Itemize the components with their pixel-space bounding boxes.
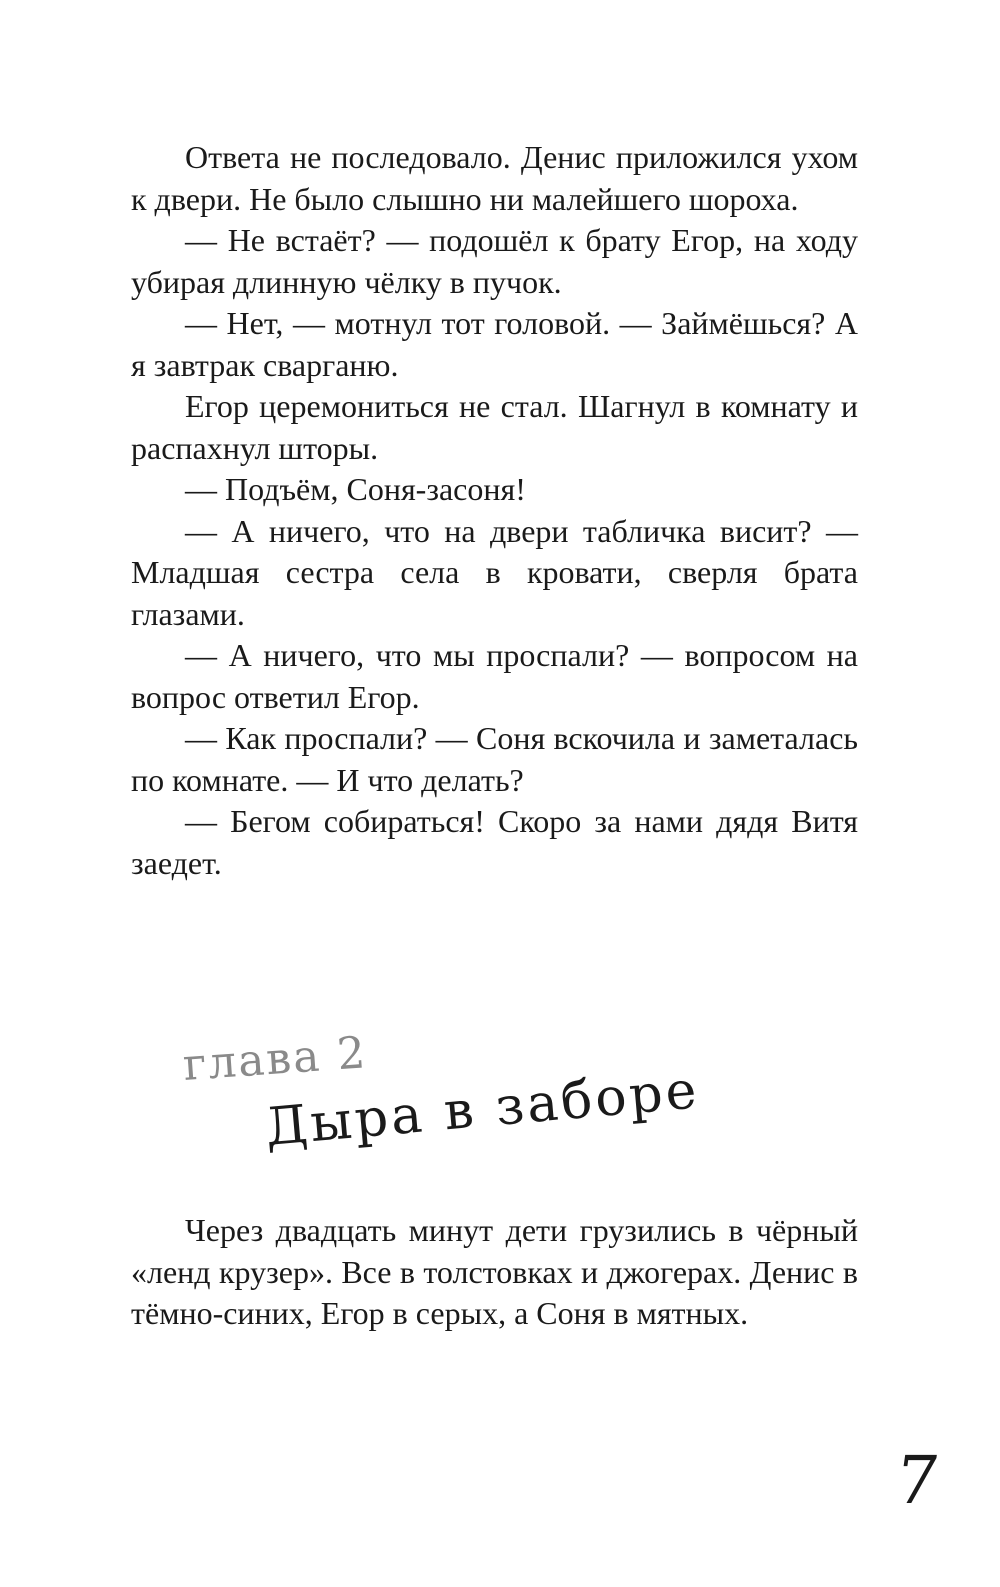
- paragraph: Ответа не последовало. Денис приложился ухом к двери. Не было слышно ни малейшего шороха.: [131, 139, 858, 217]
- paragraph: Егор церемониться не стал. Шагнул в комнату и распахнул шторы.: [131, 388, 858, 466]
- text-block-bottom: [131, 1210, 858, 1335]
- paragraph: — А ничего, что на двери табличка висит? — Младшая сестра села в кровати, сверля брата глазами.: [131, 512, 858, 632]
- page-number: 7: [890, 1442, 944, 1519]
- paragraph: — Как проспали? — Соня вскочила и заметалась по комнате. — И что делать?: [131, 720, 858, 798]
- paragraph: — А ничего, что мы проспали? — вопросом на вопрос ответил Егор.: [131, 637, 858, 715]
- paragraph: — Не встаёт? — подошёл к брату Егор, на ходу убирая длинную чёлку в пучок.: [131, 222, 858, 300]
- chapter-label: глава 2: [181, 1027, 369, 1091]
- paragraph: — Бегом собираться! Скоро за нами дядя Витя заедет.: [131, 803, 858, 881]
- text-block-top: [131, 137, 858, 884]
- chapter-title: Дыра в заборе: [262, 1060, 702, 1158]
- paragraph: — Нет, — мотнул тот головой. — Займёшься? А я завтрак сварганю.: [131, 305, 858, 383]
- paragraph: — Подъём, Соня-засоня!: [185, 471, 526, 507]
- paragraph: Через двадцать минут дети грузились в чёрный «ленд крузер». Все в толстовках и джогерах. Денис в тёмно-синих, Егор в серых, а Соня в мятных.: [131, 1212, 858, 1331]
